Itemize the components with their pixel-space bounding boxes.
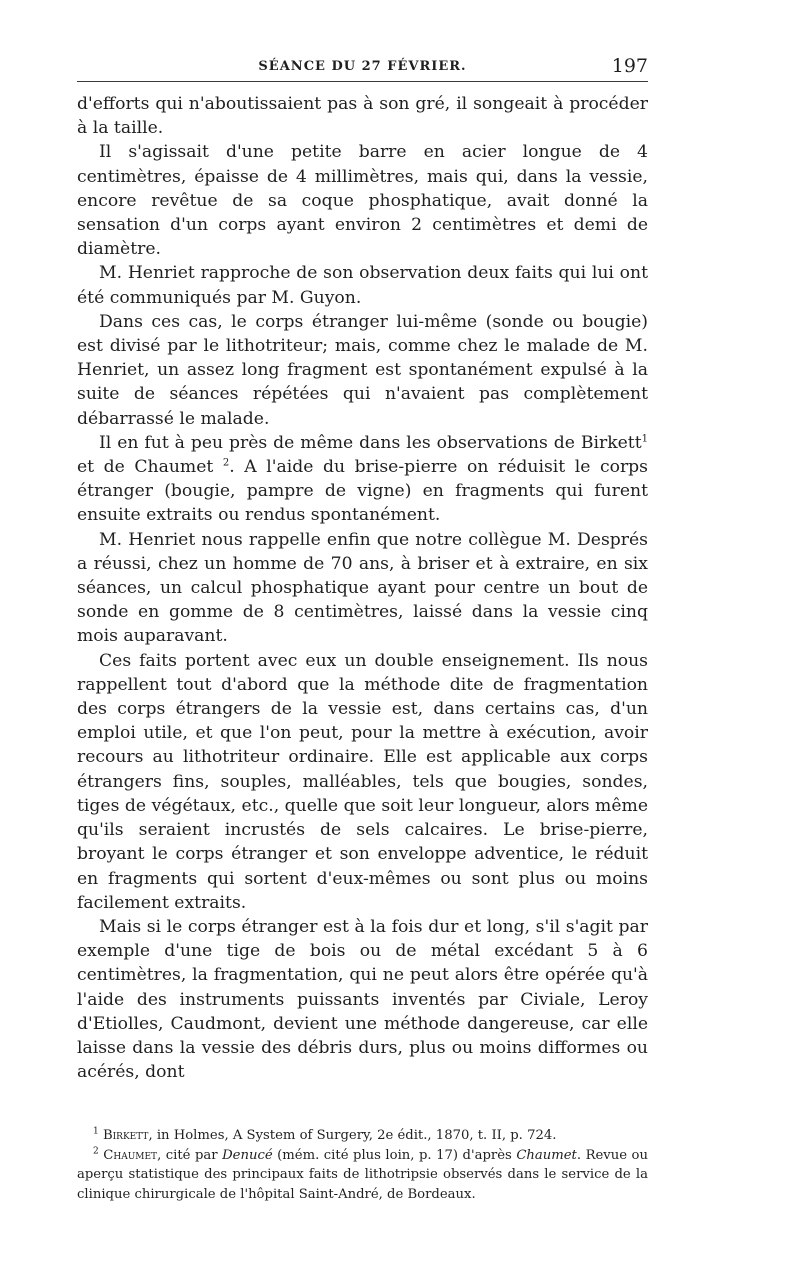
- footnote-mark: 1: [93, 1126, 99, 1137]
- footnote-author: Chaumet: [103, 1147, 158, 1163]
- running-title: SÉANCE DU 27 FÉVRIER.: [258, 59, 467, 74]
- footnote-ref: 2: [222, 457, 230, 469]
- footnote-text: Chaumet: [516, 1147, 577, 1163]
- page-header: [77, 57, 648, 82]
- footnote-1: [77, 1126, 648, 1146]
- paragraph-text: et de Chaumet: [77, 457, 223, 478]
- paragraph: d'efforts qui n'aboutissaient pas à son gré, il songeait à procéder à la taille.: [77, 94, 648, 139]
- footnote-text: . Revue ou aperçu statistique des principaux faits de lithotripsie observés dans le service de la clinique chirurgicale de l'hôpital Saint-André, de Bordeaux.: [77, 1147, 648, 1202]
- paragraph: Il s'agissait d'une petite barre en acier longue de 4 centimètres, épaisse de 4 millimètres, mais qui, dans la vessie, encore revêtue de sa coque phosphatique, avait donné la sensation d'un corps ayant environ 2 centimètres et demi de diamètre.: [77, 142, 648, 260]
- paragraph: [77, 431, 648, 528]
- footnote-text: , cité par: [157, 1147, 223, 1163]
- paragraph: Mais si le corps étranger est à la fois dur et long, s'il s'agit par exemple d'une tige de bois ou de métal excédant 5 à 6 centimètres, la fragmentation, qui ne peut alors être opérée qu'à l'aide des instruments puissants inventés par Civiale, Leroy d'Etiolles, Caudmont, devient une méthode dangereuse, car elle laisse dans la vessie des débris durs, plus ou moins difformes ou acérés, dont: [77, 916, 648, 1083]
- paragraph-text: Il en fut à peu près de même dans les observations de Birkett: [99, 432, 642, 453]
- paragraph: Ces faits portent avec eux un double enseignement. Ils nous rappellent tout d'abord que la méthode dite de fragmentation des corps étrangers de la vessie est, dans certains cas, d'un emploi utile, et que l'on peut, pour la mettre à exécution, avoir recours au lithotriteur ordinaire. Elle est applicable aux corps étrangers fins, souples, malléables, tels que bougies, sondes, tiges de végétaux, etc., quelle que soit leur longueur, alors même qu'ils seraient incrustés de sels calcaires. Le brise-pierre, broyant le corps étranger et son enveloppe adventice, le réduit en fragments qui sortent d'eux-mêmes ou sont plus ou moins facilement extraits.: [77, 650, 648, 913]
- footnote-mark: 2: [93, 1146, 99, 1157]
- book-page: [77, 57, 648, 1204]
- footnote-text: (mém. cité plus loin, p. 17) d'après: [272, 1147, 517, 1163]
- paragraph: M. Henriet nous rappelle enfin que notre collègue M. Després a réussi, chez un homme de 70 ans, à briser et à extraire, en six séances, un calcul phosphatique ayant pour centre un bout de sonde en gomme de 8 centimètres, laissé dans la vessie cinq mois auparavant.: [77, 529, 648, 647]
- paragraph-text: . A l'aide du brise-pierre on réduisit le corps étranger (bougie, pampre de vigne) en fragments qui furent ensuite extraits ou rendus spontanément.: [77, 457, 648, 526]
- footnote-author: Birkett: [102, 1128, 149, 1144]
- page-number: 197: [611, 55, 648, 77]
- paragraph: M. Henriet rapproche de son observation deux faits qui lui ont été communiqués par M. Guyon.: [77, 263, 648, 308]
- footnote-ref: 1: [641, 433, 648, 445]
- paragraph: Dans ces cas, le corps étranger lui-même (sonde ou bougie) est divisé par le lithotriteur; mais, comme chez le malade de M. Henriet, un assez long fragment est spontanément expulsé à la suite de séances répétées qui n'avaient pas complètement débarrassé le malade.: [77, 311, 648, 429]
- footnotes: [77, 1126, 648, 1204]
- body-text: [77, 92, 648, 1084]
- footnote-text: Denucé: [222, 1147, 273, 1163]
- footnote-text: , in Holmes, A System of Surgery, 2e édit., 1870, t. II, p. 724.: [148, 1128, 557, 1144]
- footnote-2: [77, 1146, 648, 1205]
